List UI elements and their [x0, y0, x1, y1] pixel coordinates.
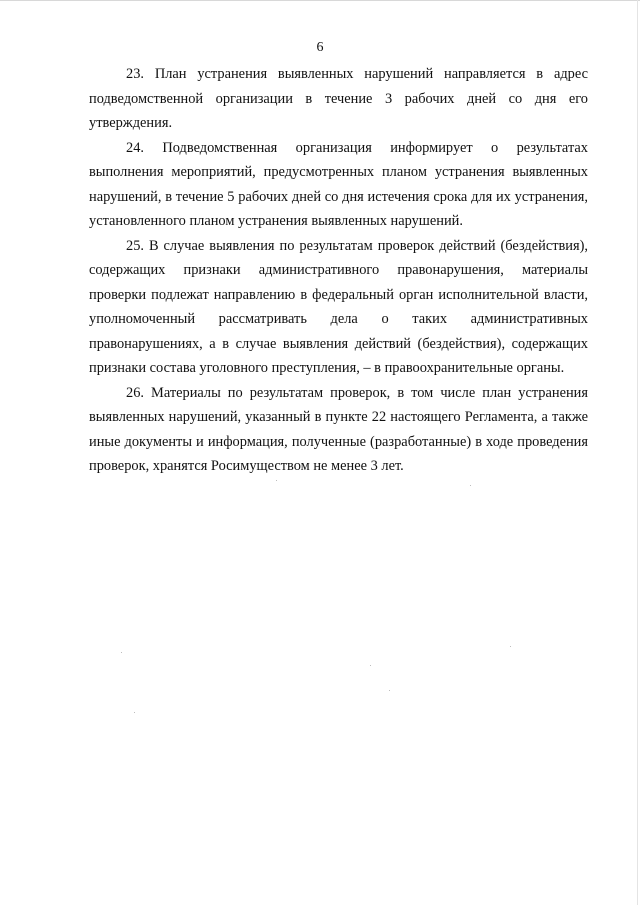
scan-edge-right	[637, 0, 638, 905]
scan-speck	[121, 652, 122, 653]
scan-speck	[134, 712, 135, 713]
scan-speck	[276, 480, 277, 481]
scan-speck	[470, 485, 471, 486]
document-body	[89, 62, 588, 479]
scan-speck	[389, 690, 390, 691]
scan-edge-top	[0, 0, 640, 1]
scan-speck	[370, 665, 371, 666]
paragraph-26: 26. Материалы по результатам проверок, в том числе план устранения выявленных нарушений, указанный в пункте 22 настоящего Регламента, а также иные документы и информация, полученные (разработанные) в ходе проведения проверок, хранятся Росимуществом не менее 3 лет.	[89, 384, 588, 474]
scan-speck	[510, 646, 511, 647]
paragraph-23: 23. План устранения выявленных нарушений направляется в адрес подведомственной организации в течение 3 рабочих дней со дня его утверждения.	[89, 66, 588, 131]
paragraph-25: 25. В случае выявления по результатам проверок действий (бездействия), содержащих признаки административного правонарушения, материалы проверки подлежат направлению в федеральный орган исполнительной власти, уполномоченный рассматривать дела о таких административных правонарушениях, а в случае выявления действий (бездействия), содержащих признаки состава уголовного преступления, – в правоохранительные органы.	[89, 237, 588, 376]
page-number: 6	[316, 40, 324, 55]
paragraph-24: 24. Подведомственная организация информирует о результатах выполнения мероприятий, предусмотренных планом устранения выявленных нарушений, в течение 5 рабочих дней со дня истечения срока для их устранения, установленного планом устранения выявленных нарушений.	[89, 139, 588, 229]
